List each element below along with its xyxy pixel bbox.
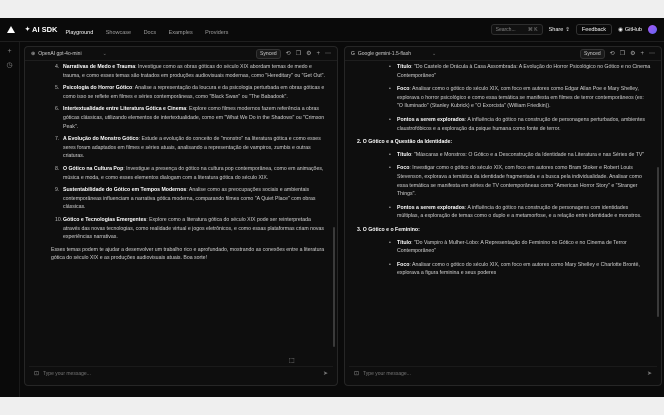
bullet: • bbox=[389, 165, 391, 172]
sync-icon[interactable]: ⟲ bbox=[609, 51, 615, 57]
item-text: : Investigar como o gótico do século XIX, com foco em autores como Bram Stoker e Robert Louis Stevenson, explorava a temática da identidade fragmentada e a busca pela individualidade. Analisar como essa temática se manifesta em séries de TV contemporâneas como "American Horror Story" e "Stranger Things". bbox=[397, 165, 642, 198]
nav-docs[interactable]: Docs bbox=[143, 29, 157, 36]
item-title: Intertextualidade entre Literatura Gótica e Cinema bbox=[63, 106, 187, 113]
model-name-left: OpenAI gpt-4o-mini bbox=[38, 50, 82, 57]
chat-panel-right bbox=[344, 46, 662, 386]
item-text: : Analise como as preocupações sociais e ambientais contemporâneas influenciam a narrativa gótica moderna, comparando filmes como "A Quiet Place" com obras clássicas. bbox=[63, 187, 316, 211]
item-title: Pontos a serem explorados bbox=[397, 204, 465, 211]
section-heading-3: 3. O Gótico e o Feminino: bbox=[357, 226, 420, 233]
copy-icon[interactable]: ❐ bbox=[619, 51, 626, 57]
list-item bbox=[389, 151, 651, 160]
app-frame bbox=[0, 18, 664, 397]
item-text: : Analise a representação da loucura e da psicologia perturbada em obras góticas e como isso se reflete em filmes e séries contemporâneas, como "Black Swan" ou "The Babadook". bbox=[63, 85, 325, 100]
vercel-triangle-icon bbox=[7, 26, 15, 33]
sync-icon[interactable]: ⟲ bbox=[285, 51, 291, 57]
topic-list-left bbox=[55, 63, 327, 242]
item-number: 9. bbox=[55, 187, 60, 194]
item-title: Sustentabilidade do Gótico em Tempos Modernos bbox=[63, 187, 187, 194]
more-icon[interactable]: ⋯ bbox=[649, 51, 655, 57]
scrollbar-left[interactable] bbox=[333, 227, 335, 347]
avatar[interactable] bbox=[648, 25, 657, 34]
attach-icon[interactable]: ⊡ bbox=[34, 371, 40, 377]
chat-panel-left bbox=[24, 46, 338, 386]
list-item bbox=[389, 261, 651, 278]
list-item bbox=[389, 239, 651, 256]
item-text: : Analisar como o gótico do século XIX, com foco em autores como Mary Shelley e Charlotte Brontë, explorava a figura feminina e seus poderes bbox=[397, 261, 640, 277]
panel-tools-left bbox=[256, 49, 331, 59]
list-item bbox=[389, 204, 651, 221]
item-number: 10. bbox=[55, 216, 63, 223]
item-title: Psicologia do Horror Gótico bbox=[63, 85, 133, 92]
item-title: Foco bbox=[397, 165, 410, 172]
history-icon[interactable]: ◷ bbox=[6, 62, 13, 69]
list-item bbox=[389, 63, 651, 80]
list-item bbox=[55, 216, 327, 242]
item-number: 8. bbox=[55, 165, 60, 172]
panel-header-right bbox=[345, 47, 661, 61]
more-icon[interactable]: ⋯ bbox=[325, 51, 331, 57]
synced-badge-right[interactable]: Synced bbox=[580, 49, 605, 59]
mouse-cursor-icon: ⬚ bbox=[289, 358, 295, 364]
closing-paragraph: Esses temas podem te ajudar a desenvolver um trabalho rico e aprofundado, mostrando as conexões entre a literatura gótica do século XIX e as produções audiovisuais atuais. Boa sorte! bbox=[51, 246, 325, 262]
item-text: : Estude a evolução do conceito de "monstro" na literatura gótica e como esses seres foram adaptados em filmes e séries atuais, analisando a representação de vampiros, zumbis e outras criaturas. bbox=[63, 136, 321, 160]
item-title: Título bbox=[397, 64, 412, 70]
message-content-left bbox=[25, 63, 337, 363]
list-item bbox=[55, 84, 327, 101]
bullet: • bbox=[389, 261, 391, 268]
send-icon[interactable]: ➤ bbox=[322, 371, 328, 377]
github-label: GitHub bbox=[624, 26, 642, 33]
feedback-button[interactable]: Feedback bbox=[576, 24, 612, 35]
message-input-left[interactable] bbox=[29, 366, 333, 380]
sparkle-icon: ✦ bbox=[25, 27, 31, 33]
list-item bbox=[389, 85, 651, 111]
item-text: : Analisar como o gótico do século XIX, com foco em autores como Edgar Allan Poe e Mary Shelley, explorava o horror psicológico e como essa temática se manifesta em filmes de terror contemporâneos (ex: "O Iluminado" (Stanley Kubrick) e "O Exorcista" (William Friedkin)). bbox=[397, 86, 644, 110]
item-text: : A influência do gótico na construção de personagens com identidades múltiplas, a exploração de temas como o duplo e a metamorfose, e a relação entre identidade e monstros. bbox=[397, 204, 642, 220]
send-icon[interactable]: ➤ bbox=[646, 371, 652, 377]
item-text: : Investigue a presença do gótico na cultura pop contemporânea, como em animações, música e moda, e como esses elementos dialogam com a literatura gótica do século XIX. bbox=[63, 165, 324, 181]
input-placeholder-right: Type your message... bbox=[363, 370, 411, 377]
add-icon[interactable]: + bbox=[640, 50, 644, 57]
nav-showcase[interactable]: Showcase bbox=[105, 29, 132, 36]
google-icon: G bbox=[351, 50, 355, 57]
nav-providers[interactable]: Providers bbox=[205, 29, 229, 36]
search-shortcut: ⌘ K bbox=[527, 26, 538, 33]
item-number: 5. bbox=[55, 85, 60, 92]
item-text: : A influência do gótico na construção de personagens perturbados, ambientes claustrofóbicos e a exploração da psique humana como fonte de terror. bbox=[397, 116, 645, 132]
section3-list bbox=[389, 239, 651, 278]
item-text: : "Do Vampiro à Mulher-Lobo: A Representação do Feminino no Gótico e no Cinema de Terror Contemporâneo" bbox=[397, 239, 627, 255]
github-link[interactable] bbox=[618, 27, 642, 33]
top-bar bbox=[0, 18, 664, 42]
item-title: A Evolução do Monstro Gótico bbox=[63, 136, 139, 143]
section1-list bbox=[389, 63, 651, 133]
item-number: 6. bbox=[55, 106, 60, 113]
list-item bbox=[55, 135, 327, 161]
item-text: : Investigue como as obras góticas do século XIX abordam temas de medo e trauma, e como esses temas são tratados em produções audiovisuais modernas, como "Hereditary" ou "Get Out". bbox=[63, 64, 325, 79]
bullet: • bbox=[389, 151, 391, 158]
list-item bbox=[389, 116, 651, 133]
item-text: : "Máscaras e Monstros: O Gótico e a Desconstrução da Identidade na Literatura e nas Séries de TV" bbox=[411, 151, 645, 158]
list-item bbox=[55, 165, 327, 182]
plus-icon[interactable]: + bbox=[7, 48, 12, 55]
item-number: 7. bbox=[55, 136, 60, 143]
section2-list bbox=[389, 151, 651, 221]
item-title: Foco bbox=[397, 261, 410, 268]
search-placeholder: Search... bbox=[495, 26, 516, 33]
openai-icon: ⊛ bbox=[31, 50, 36, 57]
item-title: Foco bbox=[397, 86, 410, 93]
chevron-down-icon: ⌄ bbox=[102, 50, 107, 57]
main-nav bbox=[65, 21, 236, 39]
item-title: O Gótico na Cultura Pop bbox=[63, 165, 124, 172]
share-label: Share bbox=[548, 26, 564, 33]
section-heading-2: 2. O Gótico e a Questão da Identidade: bbox=[357, 139, 453, 146]
copy-icon[interactable]: ❐ bbox=[295, 51, 302, 57]
list-item bbox=[55, 105, 327, 131]
settings-icon[interactable]: ⚙ bbox=[630, 51, 636, 57]
message-input-right[interactable] bbox=[349, 366, 657, 380]
synced-badge-left[interactable]: Synced bbox=[256, 49, 281, 59]
settings-icon[interactable]: ⚙ bbox=[306, 51, 312, 57]
add-icon[interactable]: + bbox=[316, 50, 320, 57]
search-input[interactable] bbox=[491, 24, 543, 35]
model-selector-left[interactable] bbox=[31, 51, 107, 57]
list-item bbox=[55, 63, 327, 80]
left-rail bbox=[0, 42, 20, 397]
nav-examples[interactable]: Examples bbox=[168, 29, 193, 36]
share-button[interactable] bbox=[549, 27, 570, 33]
model-selector-right[interactable] bbox=[351, 51, 436, 57]
share-icon: ⇪ bbox=[565, 26, 570, 33]
panel-header-left bbox=[25, 47, 337, 61]
item-title: Título bbox=[397, 151, 412, 158]
github-icon: ◉ bbox=[618, 26, 623, 33]
top-right-actions bbox=[491, 24, 657, 35]
attach-icon[interactable]: ⊡ bbox=[354, 371, 360, 377]
brand bbox=[25, 25, 57, 34]
item-text: : Explore como filmes modernos fazem referência a obras góticas clássicas, utilizando elementos de intertextualidade, como em "What We Do in the Shadows" ou "Crimson Peak". bbox=[63, 106, 325, 130]
bullet: • bbox=[389, 64, 391, 70]
logo[interactable] bbox=[7, 25, 65, 34]
bullet: • bbox=[389, 204, 391, 211]
brand-label: AI SDK bbox=[32, 25, 58, 34]
item-title: Pontos a serem explorados bbox=[397, 116, 465, 123]
message-content-right bbox=[345, 63, 661, 363]
item-title: Narrativas de Medo e Trauma bbox=[63, 64, 136, 70]
bullet: • bbox=[389, 239, 391, 246]
model-name-right: Google gemini-1.5-flash bbox=[357, 50, 411, 57]
bullet: • bbox=[389, 86, 391, 93]
chevron-down-icon: ⌄ bbox=[431, 50, 437, 57]
item-title: Gótico e Tecnologias Emergentes bbox=[63, 216, 147, 223]
panel-tools-right bbox=[580, 49, 655, 59]
list-item bbox=[389, 164, 651, 198]
item-title: Título bbox=[397, 239, 412, 246]
scrollbar-right[interactable] bbox=[657, 167, 659, 317]
list-item bbox=[55, 186, 327, 212]
input-placeholder-left: Type your message... bbox=[43, 370, 91, 377]
item-text: : Explore como a literatura gótica do século XIX pode ser reinterpretada através das novas tecnologias, como realidade virtual e jogos eletrônicos, e como essas plataformas criam novas experiências narrativas. bbox=[63, 216, 324, 241]
item-number: 4. bbox=[55, 64, 60, 70]
bullet: • bbox=[389, 116, 391, 123]
nav-playground[interactable]: Playground bbox=[65, 29, 94, 36]
item-text: : "Do Castelo de Drácula à Casa Assombrada: A Evolução do Horror Psicológico no Gótico e no Cinema Contemporâneo" bbox=[397, 64, 651, 79]
